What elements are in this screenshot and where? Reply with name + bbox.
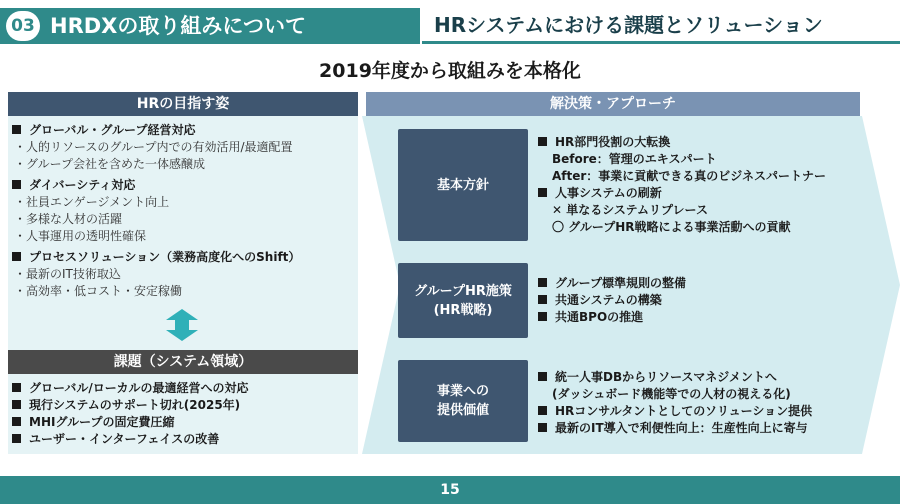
square-bullet-icon xyxy=(12,417,21,426)
solution-point xyxy=(538,275,878,292)
vision-category-text: プロセスソリューション（業務高度化へのShift） xyxy=(29,250,301,264)
hr-vision-list xyxy=(12,122,357,300)
solution-point xyxy=(538,292,878,309)
issues-list xyxy=(12,380,357,448)
issues-heading: 課題（システム領域） xyxy=(8,350,358,374)
square-bullet-icon xyxy=(538,312,547,321)
solution-subpoint: 〇 グループHR戦略による事業活動への貢献 xyxy=(552,220,791,234)
slide-title: HRシステムにおける課題とソリューション xyxy=(434,13,823,37)
solution-heading: 解決策・アプローチ xyxy=(550,96,676,112)
vision-category xyxy=(12,122,357,139)
vision-item: ・人事運用の透明性確保 xyxy=(14,229,147,243)
section-header xyxy=(0,8,420,44)
solution-point-text: 共通BPOの推進 xyxy=(555,310,644,324)
solution-point xyxy=(538,309,878,326)
section-number-badge: 03 xyxy=(6,11,40,41)
vision-category xyxy=(12,177,357,194)
slide-title-bar xyxy=(422,8,900,44)
vision-category-text: ダイバーシティ対応 xyxy=(29,178,136,192)
basic-policy-box xyxy=(398,129,528,241)
slide-subtitle: 2019年度から取組みを本格化 xyxy=(319,60,581,82)
issue-item-text: 現行システムのサポート切れ(2025年) xyxy=(29,398,241,412)
vision-item: ・人的リソースのグループ内での有効活用/最適配置 xyxy=(14,140,293,154)
issue-item xyxy=(12,380,357,397)
issue-item xyxy=(12,431,357,448)
double-arrow-vertical-icon xyxy=(164,309,200,341)
solution-point xyxy=(538,134,878,151)
section-title: HRDXの取り組みについて xyxy=(50,14,306,38)
vision-category xyxy=(12,249,357,266)
square-bullet-icon xyxy=(12,252,21,261)
solution-point-text: 共通システムの構築 xyxy=(555,293,662,307)
solution-point xyxy=(538,420,878,437)
vision-item: ・最新のIT技術取込 xyxy=(14,267,121,281)
footer-bar xyxy=(0,476,900,504)
group-hr-measures-points xyxy=(538,275,878,326)
hr-vision-heading: HRの目指す姿 xyxy=(8,92,358,116)
square-bullet-icon xyxy=(538,406,547,415)
solution-subpoint: ✕ 単なるシステムリプレース xyxy=(552,203,708,217)
square-bullet-icon xyxy=(12,180,21,189)
solution-point xyxy=(538,185,878,202)
box-label-line: 提供価値 xyxy=(436,403,489,418)
solution-point-text: 最新のIT導入で利便性向上：生産性向上に寄与 xyxy=(555,421,808,435)
solution-point xyxy=(538,369,878,386)
issue-item xyxy=(12,414,357,431)
vision-item: ・グループ会社を含めた一体感醸成 xyxy=(14,157,206,171)
square-bullet-icon xyxy=(538,278,547,287)
square-bullet-icon xyxy=(538,188,547,197)
box-label-line: 事業への xyxy=(436,384,489,399)
issue-item-text: ユーザー・インターフェイスの改善 xyxy=(29,432,220,446)
group-hr-measures-box xyxy=(398,263,528,338)
square-bullet-icon xyxy=(538,137,547,146)
vision-category-text: グローバル・グループ経営対応 xyxy=(29,123,196,137)
box-label-line: 基本方針 xyxy=(436,177,489,193)
solution-subpoint: After：事業に貢献できる真のビジネスパートナー xyxy=(552,169,826,183)
solution-point xyxy=(538,403,878,420)
square-bullet-icon xyxy=(12,383,21,392)
box-label-line: (HR戦略) xyxy=(433,302,493,318)
square-bullet-icon xyxy=(538,423,547,432)
square-bullet-icon xyxy=(538,295,547,304)
solution-point-text: HR部門役割の大転換 xyxy=(555,135,671,149)
business-value-points xyxy=(538,369,878,437)
solution-subpoint: Before：管理のエキスパート xyxy=(552,152,717,166)
vision-item: ・多様な人材の活躍 xyxy=(14,212,123,226)
basic-policy-points xyxy=(538,134,878,236)
square-bullet-icon xyxy=(12,125,21,134)
box-label-line: グループHR施策 xyxy=(414,283,512,299)
solution-point-text: 統一人事DBからリソースマネジメントへ xyxy=(555,370,777,384)
solution-subpoint: (ダッシュボード機能等での人材の視える化) xyxy=(552,387,791,401)
issue-item-text: グローバル/ローカルの最適経営への対応 xyxy=(29,381,249,395)
solution-point-text: 人事システムの刷新 xyxy=(555,186,662,200)
vision-item: ・高効率・低コスト・安定稼働 xyxy=(14,284,183,298)
vision-item: ・社員エンゲージメント向上 xyxy=(14,195,170,209)
solution-point-text: グループ標準規則の整備 xyxy=(555,276,687,290)
issue-item xyxy=(12,397,357,414)
square-bullet-icon xyxy=(538,372,547,381)
page-number: 15 xyxy=(440,482,460,498)
square-bullet-icon xyxy=(12,434,21,443)
issue-item-text: MHIグループの固定費圧縮 xyxy=(29,415,175,429)
business-value-box xyxy=(398,360,528,442)
square-bullet-icon xyxy=(12,400,21,409)
solution-point-text: HRコンサルタントとしてのソリューション提供 xyxy=(555,404,813,418)
